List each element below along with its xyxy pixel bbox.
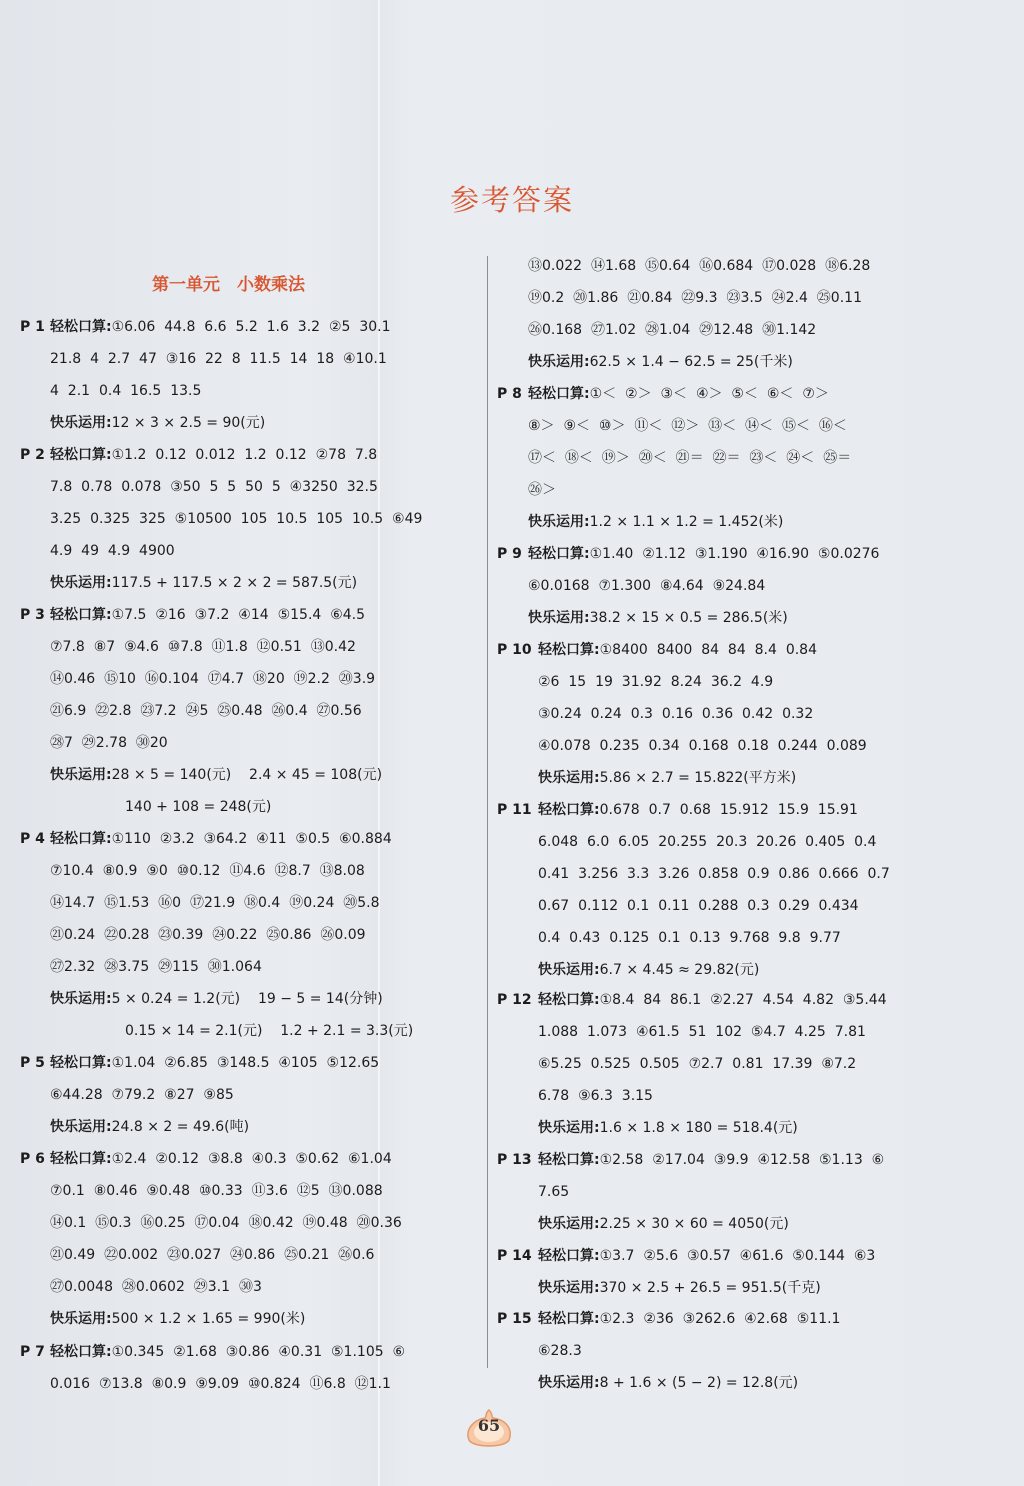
answer-line: ㉖＞ <box>528 482 556 498</box>
answer-line: ⑥0.0168 ⑦1.300 ⑧4.64 ⑨24.84 <box>528 578 766 594</box>
answer-type-label: 快乐运用: <box>528 514 590 530</box>
answer-line: 7.65 <box>538 1184 570 1200</box>
section-label: P 2 <box>20 447 45 463</box>
answer-line: 0.15 × 14 = 2.1(元) 1.2 + 2.1 = 3.3(元) <box>125 1023 414 1039</box>
answer-line: 轻松口算:①1.40 ②1.12 ③1.190 ④16.90 ⑤0.0276 <box>528 546 880 562</box>
answer-line: 轻松口算:①0.345 ②1.68 ③0.86 ④0.31 ⑤1.105 ⑥ <box>50 1344 406 1360</box>
answer-type-label: 轻松口算: <box>50 447 112 463</box>
answer-line: 轻松口算:①3.7 ②5.6 ③0.57 ④61.6 ⑤0.144 ⑥3 <box>538 1248 876 1264</box>
answer-line: 快乐运用:370 × 2.5 + 26.5 = 951.5(千克) <box>538 1280 821 1296</box>
section-label: P 13 <box>497 1152 532 1168</box>
answer-line: 0.4 0.43 0.125 0.1 0.13 9.768 9.8 9.77 <box>538 930 841 946</box>
answer-type-label: 轻松口算: <box>528 546 590 562</box>
section-label: P 8 <box>497 386 522 402</box>
answer-type-label: 快乐运用: <box>50 1311 112 1327</box>
answer-line: 轻松口算:①110 ②3.2 ③64.2 ④11 ⑤0.5 ⑥0.884 <box>50 831 392 847</box>
answer-line: ㉑0.24 ㉒0.28 ㉓0.39 ㉔0.22 ㉕0.86 ㉖0.09 <box>50 927 366 943</box>
answer-type-label: 轻松口算: <box>538 1248 600 1264</box>
answer-line: 快乐运用:1.2 × 1.1 × 1.2 = 1.452(米) <box>528 514 784 530</box>
answer-line: ㉑6.9 ㉒2.8 ㉓7.2 ㉔5 ㉕0.48 ㉖0.4 ㉗0.56 <box>50 703 362 719</box>
answer-type-label: 轻松口算: <box>50 319 112 335</box>
answer-line: ⑰＜ ⑱＜ ⑲＞ ⑳＜ ㉑＝ ㉒＝ ㉓＜ ㉔＜ ㉕＝ <box>528 450 852 466</box>
answer-line: 0.016 ⑦13.8 ⑧0.9 ⑨9.09 ⑩0.824 ⑪6.8 ⑫1.1 <box>50 1376 391 1392</box>
answer-line: 快乐运用:12 × 3 × 2.5 = 90(元) <box>50 415 266 431</box>
answer-type-label: 轻松口算: <box>538 992 600 1008</box>
section-label: P 4 <box>20 831 45 847</box>
answer-line: ㉖0.168 ㉗1.02 ㉘1.04 ㉙12.48 ㉚1.142 <box>528 322 817 338</box>
answer-type-label: 快乐运用: <box>538 1216 600 1232</box>
page-number: 65 <box>477 1416 501 1435</box>
answer-line: ㉘7 ㉙2.78 ㉚20 <box>50 735 168 751</box>
answer-line: 快乐运用:2.25 × 30 × 60 = 4050(元) <box>538 1216 789 1232</box>
section-label: P 10 <box>497 642 532 658</box>
answer-type-label: 轻松口算: <box>50 607 112 623</box>
answer-line: 轻松口算:①8.4 84 86.1 ②2.27 4.54 4.82 ③5.44 <box>538 992 887 1008</box>
answer-line: ㉗0.0048 ㉘0.0602 ㉙3.1 ㉚3 <box>50 1279 262 1295</box>
answer-line: 6.048 6.0 6.05 20.255 20.3 20.26 0.405 0.4 <box>538 834 877 850</box>
section-label: P 1 <box>20 319 45 335</box>
answer-type-label: 轻松口算: <box>538 642 600 658</box>
answer-type-label: 轻松口算: <box>528 386 590 402</box>
answer-line: ⑭14.7 ⑮1.53 ⑯0 ⑰21.9 ⑱0.4 ⑲0.24 ⑳5.8 <box>50 895 380 911</box>
answer-line: 快乐运用:117.5 + 117.5 × 2 × 2 = 587.5(元) <box>50 575 358 591</box>
page-fold <box>378 0 380 1486</box>
section-label: P 14 <box>497 1248 532 1264</box>
answer-type-label: 快乐运用: <box>538 1120 600 1136</box>
section-label: P 12 <box>497 992 532 1008</box>
answer-type-label: 快乐运用: <box>50 575 112 591</box>
answer-line: 轻松口算:0.678 0.7 0.68 15.912 15.9 15.91 <box>538 802 858 818</box>
answer-type-label: 轻松口算: <box>50 1055 112 1071</box>
answer-line: ⑥44.28 ⑦79.2 ⑧27 ⑨85 <box>50 1087 234 1103</box>
answer-line: 轻松口算:①6.06 44.8 6.6 5.2 1.6 3.2 ②5 30.1 <box>50 319 391 335</box>
answer-type-label: 轻松口算: <box>538 1152 600 1168</box>
answer-line: ⑥5.25 0.525 0.505 ⑦2.7 0.81 17.39 ⑧7.2 <box>538 1056 857 1072</box>
answer-line: 快乐运用:8 + 1.6 × (5 − 2) = 12.8(元) <box>538 1375 799 1391</box>
answer-type-label: 快乐运用: <box>50 767 112 783</box>
answer-type-label: 快乐运用: <box>538 770 600 786</box>
section-label: P 6 <box>20 1151 45 1167</box>
answer-line: 轻松口算:①2.58 ②17.04 ③9.9 ④12.58 ⑤1.13 ⑥ <box>538 1152 885 1168</box>
answer-type-label: 轻松口算: <box>50 1344 112 1360</box>
answer-line: 快乐运用:38.2 × 15 × 0.5 = 286.5(米) <box>528 610 788 626</box>
answer-line: 快乐运用:1.6 × 1.8 × 180 = 518.4(元) <box>538 1120 798 1136</box>
answer-line: 轻松口算:①1.04 ②6.85 ③148.5 ④105 ⑤12.65 <box>50 1055 380 1071</box>
answer-line: ④0.078 0.235 0.34 0.168 0.18 0.244 0.089 <box>538 738 867 754</box>
answer-line: 3.25 0.325 325 ⑤10500 105 10.5 105 10.5 ⑥49 <box>50 511 423 527</box>
section-label: P 5 <box>20 1055 45 1071</box>
answer-line: ⑦0.1 ⑧0.46 ⑨0.48 ⑩0.33 ⑪3.6 ⑫5 ⑬0.088 <box>50 1183 383 1199</box>
answer-line: 轻松口算:①2.4 ②0.12 ③8.8 ④0.3 ⑤0.62 ⑥1.04 <box>50 1151 392 1167</box>
answer-line: ㉗2.32 ㉘3.75 ㉙115 ㉚1.064 <box>50 959 262 975</box>
answer-line: ⑦7.8 ⑧7 ⑨4.6 ⑩7.8 ⑪1.8 ⑫0.51 ⑬0.42 <box>50 639 356 655</box>
answer-line: ⑦10.4 ⑧0.9 ⑨0 ⑩0.12 ⑪4.6 ⑫8.7 ⑬8.08 <box>50 863 365 879</box>
answer-type-label: 快乐运用: <box>50 1119 112 1135</box>
answer-line: 4.9 49 4.9 4900 <box>50 543 175 559</box>
section-label: P 15 <box>497 1311 532 1327</box>
answer-type-label: 轻松口算: <box>50 831 112 847</box>
page-title: 参考答案 <box>449 183 574 217</box>
answer-line: ②6 15 19 31.92 8.24 36.2 4.9 <box>538 674 774 690</box>
answer-type-label: 轻松口算: <box>50 1151 112 1167</box>
answer-line: ⑭0.46 ⑮10 ⑯0.104 ⑰4.7 ⑱20 ⑲2.2 ⑳3.9 <box>50 671 376 687</box>
answer-line: 快乐运用:24.8 × 2 = 49.6(吨) <box>50 1119 250 1135</box>
answer-line: 快乐运用:5.86 × 2.7 = 15.822(平方米) <box>538 770 797 786</box>
answer-line: 快乐运用:62.5 × 1.4 − 62.5 = 25(千米) <box>528 354 793 370</box>
answer-line: ⑲0.2 ⑳1.86 ㉑0.84 ㉒9.3 ㉓3.5 ㉔2.4 ㉕0.11 <box>528 290 862 306</box>
answer-line: 轻松口算:①8400 8400 84 84 8.4 0.84 <box>538 642 817 658</box>
answer-line: 4 2.1 0.4 16.5 13.5 <box>50 383 202 399</box>
section-label: P 7 <box>20 1344 45 1360</box>
answer-type-label: 快乐运用: <box>528 354 590 370</box>
column-divider <box>487 256 488 1368</box>
answer-line: 140 + 108 = 248(元) <box>125 799 272 815</box>
answer-line: ⑥28.3 <box>538 1343 582 1359</box>
answer-line: ③0.24 0.24 0.3 0.16 0.36 0.42 0.32 <box>538 706 814 722</box>
answer-line: 0.67 0.112 0.1 0.11 0.288 0.3 0.29 0.434 <box>538 898 859 914</box>
answer-type-label: 快乐运用: <box>538 1375 600 1391</box>
section-label: P 3 <box>20 607 45 623</box>
answer-line: 6.78 ⑨6.3 3.15 <box>538 1088 653 1104</box>
answer-line: 1.088 1.073 ④61.5 51 102 ⑤4.7 4.25 7.81 <box>538 1024 866 1040</box>
answer-type-label: 快乐运用: <box>538 1280 600 1296</box>
answer-line: 快乐运用:5 × 0.24 = 1.2(元) 19 − 5 = 14(分钟) <box>50 991 383 1007</box>
section-label: P 9 <box>497 546 522 562</box>
answer-type-label: 快乐运用: <box>50 415 112 431</box>
answer-line: ⑬0.022 ⑭1.68 ⑮0.64 ⑯0.684 ⑰0.028 ⑱6.28 <box>528 258 871 274</box>
answer-line: 21.8 4 2.7 47 ③16 22 8 11.5 14 18 ④10.1 <box>50 351 387 367</box>
answer-line: ㉑0.49 ㉒0.002 ㉓0.027 ㉔0.86 ㉕0.21 ㉖0.6 <box>50 1247 375 1263</box>
answer-line: 轻松口算:①1.2 0.12 0.012 1.2 0.12 ②78 7.8 <box>50 447 378 463</box>
answer-type-label: 轻松口算: <box>538 802 600 818</box>
answer-line: 快乐运用:500 × 1.2 × 1.65 = 990(米) <box>50 1311 306 1327</box>
answer-line: 轻松口算:①7.5 ②16 ③7.2 ④14 ⑤15.4 ⑥4.5 <box>50 607 366 623</box>
answer-line: 轻松口算:①＜ ②＞ ③＜ ④＞ ⑤＜ ⑥＜ ⑦＞ <box>528 386 829 402</box>
answer-line: 0.41 3.256 3.3 3.26 0.858 0.9 0.86 0.666 0.7 <box>538 866 890 882</box>
answer-line: 7.8 0.78 0.078 ③50 5 5 50 5 ④3250 32.5 <box>50 479 378 495</box>
answer-line: 快乐运用:6.7 × 4.45 ≈ 29.82(元) <box>538 962 760 978</box>
answer-type-label: 快乐运用: <box>50 991 112 1007</box>
answer-type-label: 快乐运用: <box>528 610 590 626</box>
unit-title: 第一单元 小数乘法 <box>152 275 305 295</box>
answer-line: 轻松口算:①2.3 ②36 ③262.6 ④2.68 ⑤11.1 <box>538 1311 841 1327</box>
answer-type-label: 快乐运用: <box>538 962 600 978</box>
answer-line: ⑭0.1 ⑮0.3 ⑯0.25 ⑰0.04 ⑱0.42 ⑲0.48 ⑳0.36 <box>50 1215 402 1231</box>
answer-type-label: 轻松口算: <box>538 1311 600 1327</box>
answer-line: 快乐运用:28 × 5 = 140(元) 2.4 × 45 = 108(元) <box>50 767 383 783</box>
answer-line: ⑧＞ ⑨＜ ⑩＞ ⑪＜ ⑫＞ ⑬＜ ⑭＜ ⑮＜ ⑯＜ <box>528 418 847 434</box>
section-label: P 11 <box>497 802 532 818</box>
